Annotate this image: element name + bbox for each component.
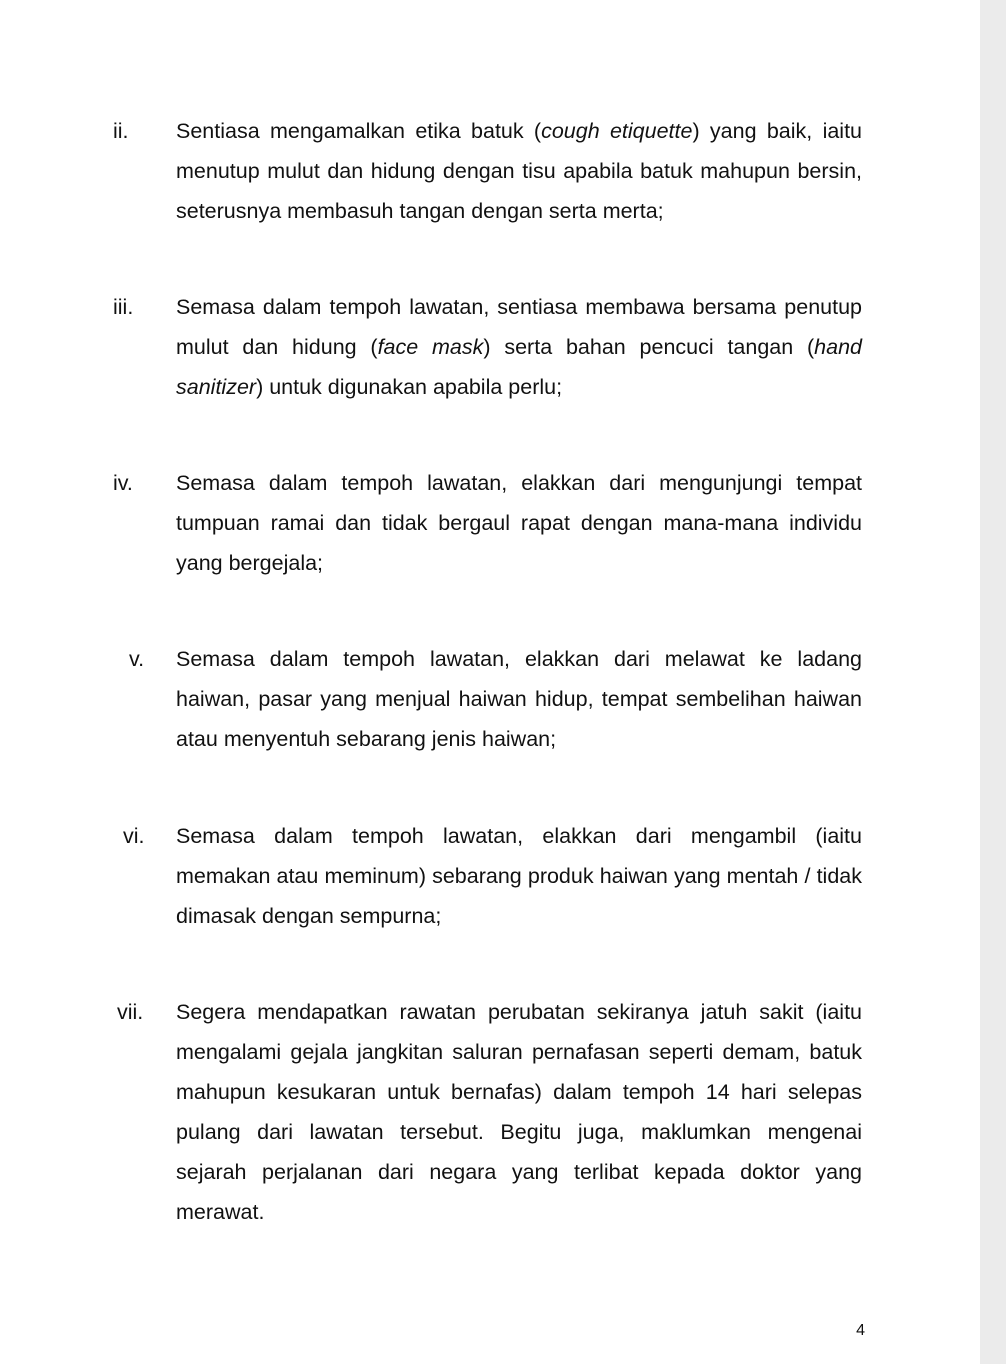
list-item bbox=[113, 639, 873, 759]
list-item-number: iv. bbox=[113, 471, 133, 495]
list-item-text: Sentiasa mengamalkan etika batuk (cough etiquette) yang baik, iaitu menutup mulut dan hidung dengan tisu apabila batuk mahupun bersin, seterusnya membasuh tangan dengan serta merta; bbox=[176, 119, 863, 223]
italic-term: hand sanitizer bbox=[176, 335, 863, 399]
list-item-text: Semasa dalam tempoh lawatan, elakkan dari mengambil (iaitu memakan atau meminum) sebarang produk haiwan yang mentah / tidak dimasak dengan sempurna; bbox=[176, 824, 862, 928]
list-item-number: iii. bbox=[113, 295, 134, 319]
list-item-number: vii. bbox=[117, 1000, 144, 1024]
list-item bbox=[113, 992, 873, 1232]
page-number: 4 bbox=[856, 1322, 865, 1339]
list-item-text: Semasa dalam tempoh lawatan, elakkan dari mengunjungi tempat tumpuan ramai dan tidak bergaul rapat dengan mana-mana individu yang bergejala; bbox=[176, 471, 862, 575]
italic-term: cough etiquette bbox=[541, 119, 693, 143]
italic-term: face mask bbox=[377, 335, 484, 359]
list-item-text: Semasa dalam tempoh lawatan, sentiasa membawa bersama penutup mulut dan hidung (face mask) serta bahan pencuci tangan (hand sanitizer) untuk digunakan apabila perlu; bbox=[176, 295, 863, 399]
list-item bbox=[113, 287, 873, 407]
list-item bbox=[113, 111, 873, 231]
list-item-text: Semasa dalam tempoh lawatan, elakkan dari melawat ke ladang haiwan, pasar yang menjual haiwan hidup, tempat sembelihan haiwan atau menyentuh sebarang jenis haiwan; bbox=[176, 647, 862, 751]
list-item-number: vi. bbox=[123, 824, 145, 848]
list-item bbox=[113, 816, 873, 936]
list-item-text: Segera mendapatkan rawatan perubatan sekiranya jatuh sakit (iaitu mengalami gejala jangkitan saluran pernafasan seperti demam, batuk mahupun kesukaran untuk bernafas) dalam tempoh 14 hari selepas pulang dari lawatan tersebut. Begitu juga, maklumkan mengenai sejarah perjalanan dari negara yang terlibat kepada doktor yang merawat. bbox=[176, 1000, 862, 1224]
list-item-number: v. bbox=[129, 647, 145, 671]
viewer-gutter bbox=[980, 0, 1006, 1364]
list-item-number: ii. bbox=[113, 119, 129, 143]
list-item bbox=[113, 463, 873, 583]
